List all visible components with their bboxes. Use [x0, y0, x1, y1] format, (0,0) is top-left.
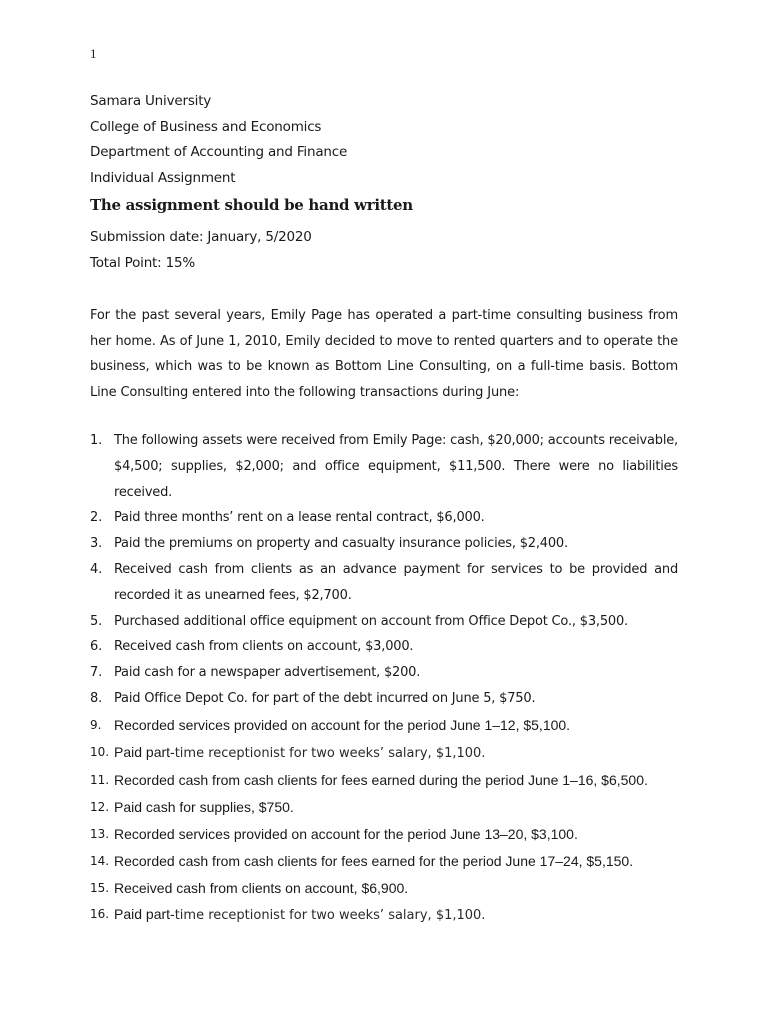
- item-text: Received cash from clients on account, $6,900.: [114, 879, 409, 896]
- university-name: Samara University: [90, 93, 212, 109]
- item-text: Received cash from clients as an advance payment for services to be provided and recorded it as unearned fees, $2,700.: [114, 561, 678, 603]
- assignment-type: Individual Assignment: [90, 170, 236, 186]
- list-item: [90, 739, 678, 768]
- item-number: 4.: [90, 561, 103, 577]
- item-text: Recorded services provided on account for the period June 13–20, $3,100.: [114, 825, 578, 842]
- item-number: 11.: [90, 773, 110, 788]
- item-text-part-a: Paid part-: [114, 743, 175, 760]
- submission-date: Submission date: January, 5/2020: [90, 229, 312, 245]
- item-number: 1.: [90, 433, 103, 448]
- item-number: 15.: [90, 880, 110, 895]
- item-number: 2.: [90, 510, 103, 526]
- item-text-part-b: time receptionist for two weeks’ salary, $1,100.: [174, 908, 486, 924]
- list-item: [90, 712, 678, 739]
- item-text: Recorded cash from cash clients for fees earned for the period June 17–24, $5,150.: [114, 852, 634, 869]
- item-number: 7.: [90, 665, 103, 681]
- item-number: 5.: [90, 613, 103, 629]
- item-text-part-a: Paid part-: [114, 906, 175, 923]
- item-text: Purchased additional office equipment on account from Office Depot Co., $3,500.: [114, 613, 628, 629]
- item-text: Paid cash for supplies, $750.: [114, 799, 294, 816]
- list-item: [90, 531, 678, 557]
- list-item: [90, 875, 678, 902]
- department-name: Department of Accounting and Finance: [90, 144, 348, 160]
- item-text-part-b: time receptionist for two weeks’ salary, $1,100.: [174, 745, 486, 761]
- intro-paragraph: For the past several years, Emily Page has operated a part-time consulting business from her home. As of June 1, 2010, Emily decided to move to rented quarters and to operate the business, which was to be known as Bottom Line Consulting, on a full-time basis. Bottom Line Consulting entered into the following transactions during June:: [90, 308, 678, 400]
- list-item: [90, 609, 678, 635]
- item-number: 12.: [90, 800, 110, 815]
- item-number: 3.: [90, 536, 103, 552]
- item-text: Paid Office Depot Co. for part of the debt incurred on June 5, $750.: [114, 690, 536, 706]
- item-number: 9.: [90, 717, 102, 732]
- list-item: [90, 634, 678, 660]
- handwritten-notice: The assignment should be hand written: [90, 196, 413, 214]
- item-number: 8.: [90, 690, 103, 706]
- list-item: [90, 901, 678, 930]
- list-item: [90, 660, 678, 686]
- total-point: Total Point: 15%: [90, 255, 195, 271]
- item-number: 13.: [90, 826, 110, 841]
- item-number: 10.: [90, 744, 110, 759]
- college-name: College of Business and Economics: [90, 119, 322, 135]
- list-item: [90, 821, 678, 848]
- item-text: Paid three months’ rent on a lease rental contract, $6,000.: [114, 510, 485, 526]
- page-number: 1: [90, 46, 97, 61]
- item-text: The following assets were received from Emily Page: cash, $20,000; accounts receivable, $4,500; supplies, $2,000; and office equipment, $11,500. There were no liabilities received.: [114, 433, 678, 500]
- list-item: [90, 428, 678, 505]
- item-number: 16.: [90, 907, 110, 922]
- item-text: Recorded cash from cash clients for fees earned during the period June 1–16, $6,500.: [114, 772, 648, 789]
- item-number: 6.: [90, 639, 103, 655]
- list-item: [90, 767, 678, 794]
- list-item: [90, 505, 678, 531]
- item-number: 14.: [90, 853, 110, 868]
- list-item: [90, 686, 678, 712]
- transactions-list: [90, 428, 678, 930]
- item-text: Paid the premiums on property and casualty insurance policies, $2,400.: [114, 536, 568, 552]
- list-item: [90, 557, 678, 609]
- item-text: Received cash from clients on account, $3,000.: [114, 639, 414, 655]
- list-item: [90, 848, 678, 875]
- item-text: Paid cash for a newspaper advertisement, $200.: [114, 665, 421, 681]
- item-text: Recorded services provided on account for the period June 1–12, $5,100.: [114, 716, 571, 733]
- list-item: [90, 794, 678, 821]
